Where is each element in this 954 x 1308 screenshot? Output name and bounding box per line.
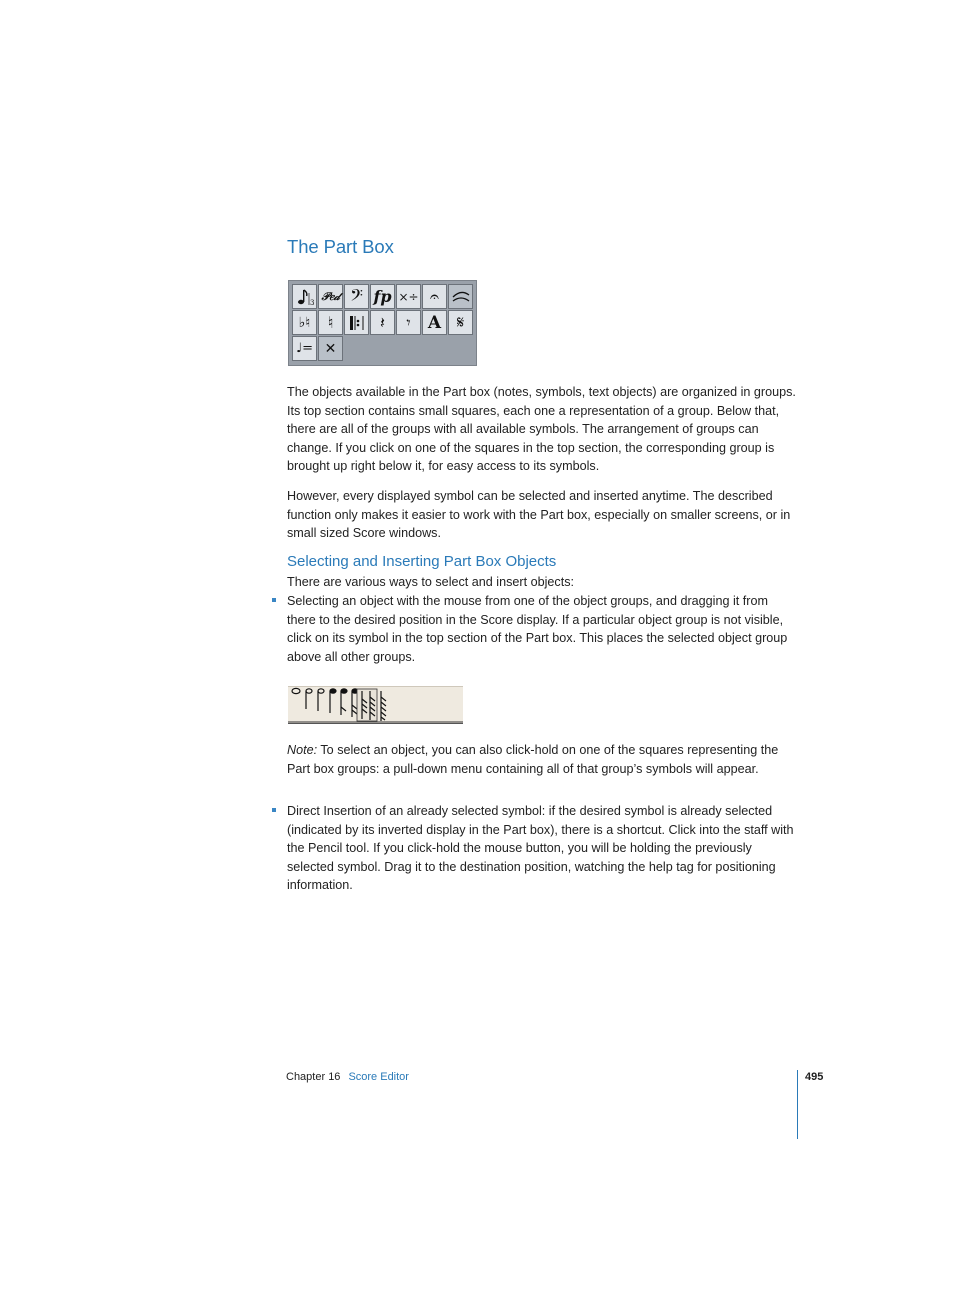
footer-divider [797,1070,798,1139]
intro-text: There are various ways to select and insert objects: [287,575,574,589]
rest-icon[interactable]: 𝄽 [370,310,395,335]
note-paragraph [287,741,797,778]
bullet-marker [272,808,276,812]
chapter-title[interactable]: Score Editor [348,1071,409,1083]
noteheads-icon[interactable]: ×÷ [396,284,421,309]
bullet-item-1: Selecting an object with the mouse from one of the object groups, and dragging it from there to the desired position in the Score display. If a particular object group is not visible, click on its symbol in the top section of the Part box. This places the selected object group above all other groups. [287,594,788,664]
eighth-rest-icon[interactable]: 𝄾 [396,310,421,335]
repeat-bar-icon[interactable] [344,310,369,335]
dynamics-icon[interactable]: fp [370,284,395,309]
segno-icon[interactable]: 𝄋 [448,310,473,335]
bullet-item-2: Direct Insertion of an already selected symbol: if the desired symbol is already selected (indicated by its inverted display in the Part box), there is a shortcut. Click into the staff with the Pencil tool. If you click-hold the mouse button, you will be holding the previously selected symbol. Drag it to the destination position, watching the help tag for positioning information. [287,804,794,893]
tempo-icon[interactable]: ♩= [292,336,317,361]
accidentals-icon[interactable]: ♭♮ [292,310,317,335]
note-group-icon[interactable] [292,284,317,309]
clef-icon[interactable]: 𝄢 [344,284,369,309]
slur-icon[interactable] [448,284,473,309]
chapter-label: Chapter 16 [286,1071,341,1083]
page-number: 495 [805,1071,824,1083]
text-icon[interactable]: A [422,310,447,335]
paragraph-1: The objects available in the Part box (notes, symbols, text objects) are organized in groups. Its top section contains small squares, each one a representation of a group. Below that, there are all of the groups with all available symbols. The arrangement of groups can change. If you click on one of the squares in the top section, the corresponding group is brought up right below it, for easy access to its symbols. [287,385,796,474]
note-values-icon [288,687,463,723]
svg-text:3: 3 [309,298,314,307]
natural-icon[interactable]: ♮ [318,310,343,335]
chord-symbol-icon[interactable]: ✕ [318,336,343,361]
part-box-image [288,280,477,366]
section-heading: The Part Box [287,236,394,257]
note-values-strip-image [288,686,463,724]
footer-chapter [286,1071,409,1083]
pedal-icon[interactable]: 𝒫𝑒𝒹 [318,284,343,309]
paragraph-2: However, every displayed symbol can be selected and inserted anytime. The described function only makes it easier to work with the Part box, especially on smaller screens, or in small sized Score windows. [287,489,791,541]
subheading: Selecting and Inserting Part Box Objects [287,553,557,570]
note-label: Note: [287,743,318,757]
note-text: To select an object, you can also click-hold on one of the squares representing the Part box groups: a pull-down menu containing all of that group’s symbols will appear. [287,743,779,776]
fermata-icon[interactable]: 𝄐 [422,284,447,309]
bullet-marker [272,598,276,602]
